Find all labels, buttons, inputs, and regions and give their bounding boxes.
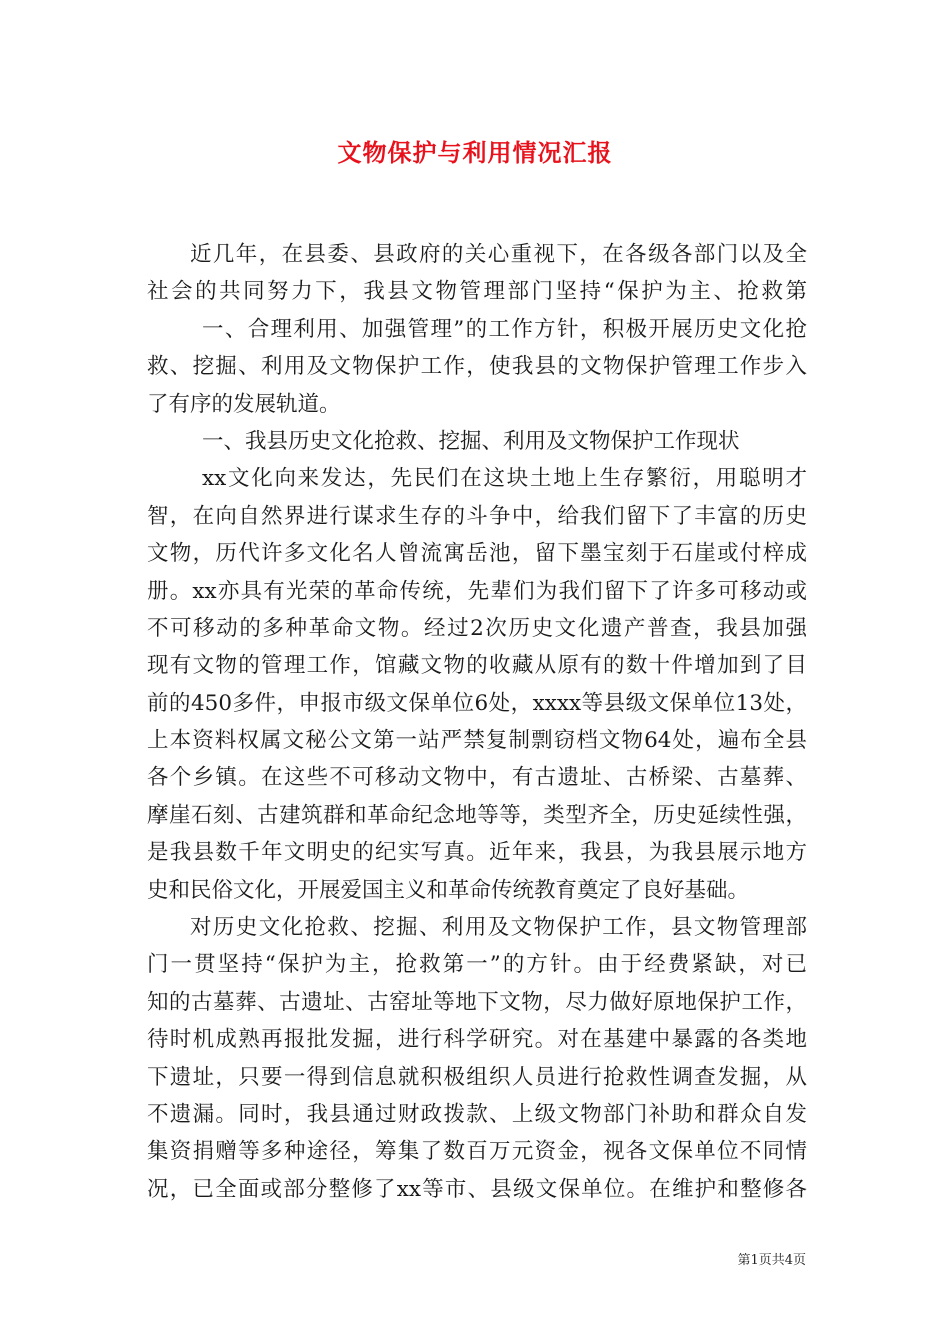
page-number: 第1页共4页	[737, 1253, 806, 1268]
text-line: 集资捐赠等多种途径，筹集了数百万元资金，视各文保单位不同情	[147, 1139, 807, 1165]
text-line: 救、挖掘、利用及文物保护工作，使我县的文物保护管理工作步入	[147, 354, 807, 380]
text-line: 知的古墓葬、古遗址、古窑址等地下文物，尽力做好原地保护工作，	[147, 989, 807, 1015]
text-line: 况，已全面或部分整修了xx等市、县级文保单位。在维护和整修各	[147, 1176, 807, 1202]
text-line: 对历史文化抢救、挖掘、利用及文物保护工作，县文物管理部	[190, 915, 807, 941]
text-line: 文物，历代许多文化名人曾流寓岳池，留下墨宝刻于石崖或付梓成	[147, 541, 807, 567]
text-line: 近几年，在县委、县政府的关心重视下，在各级各部门以及全	[190, 242, 807, 267]
text-line: 待时机成熟再报批发掘，进行科学研究。对在基建中暴露的各类地	[147, 1027, 807, 1053]
text-line: 社会的共同努力下，我县文物管理部门坚持“保护为主、抢救第	[147, 279, 807, 305]
text-line: 不遗漏。同时，我县通过财政拨款、上级文物部门补助和群众自发	[147, 1101, 807, 1127]
text-line: 一、合理利用、加强管理”的工作方针，积极开展历史文化抢	[202, 316, 807, 342]
text-line: 智，在向自然界进行谋求生存的斗争中，给我们留下了丰富的历史	[147, 503, 807, 529]
text-line: 各个乡镇。在这些不可移动文物中，有古遗址、古桥梁、古墓葬、	[147, 765, 807, 791]
text-line: 册。xx亦具有光荣的革命传统，先辈们为我们留下了许多可移动或	[147, 578, 807, 604]
text-line: xx文化向来发达，先民们在这块土地上生存繁衍，用聪明才	[202, 466, 807, 492]
text-line: 前的450多件，申报市级文保单位6处，xxxx等县级文保单位13处，	[147, 690, 807, 716]
text-line: 了有序的发展轨道。	[147, 391, 341, 417]
text-line: 现有文物的管理工作，馆藏文物的收藏从原有的数十件增加到了目	[147, 653, 807, 679]
text-line: 上本资料权属文秘公文第一站严禁复制剽窃档文物64处，遍布全县	[147, 728, 807, 754]
text-line: 下遗址，只要一得到信息就积极组织人员进行抢救性调查发掘，从	[147, 1064, 807, 1090]
text-line: 不可移动的多种革命文物。经过2次历史文化遗产普查，我县加强	[147, 615, 807, 641]
text-line: 门一贯坚持“保护为主，抢救第一”的方针。由于经费紧缺，对已	[147, 952, 807, 978]
document-title: 文物保护与利用情况汇报	[337, 138, 613, 167]
section-heading: 一、我县历史文化抢救、挖掘、利用及文物保护工作现状	[202, 428, 740, 454]
text-line: 摩崖石刻、古建筑群和革命纪念地等等，类型齐全，历史延续性强，	[147, 802, 807, 828]
text-line: 是我县数千年文明史的纪实写真。近年来，我县，为我县展示地方	[147, 840, 807, 866]
text-line: 史和民俗文化，开展爱国主义和革命传统教育奠定了良好基础。	[147, 877, 750, 903]
document-body	[147, 236, 807, 1208]
